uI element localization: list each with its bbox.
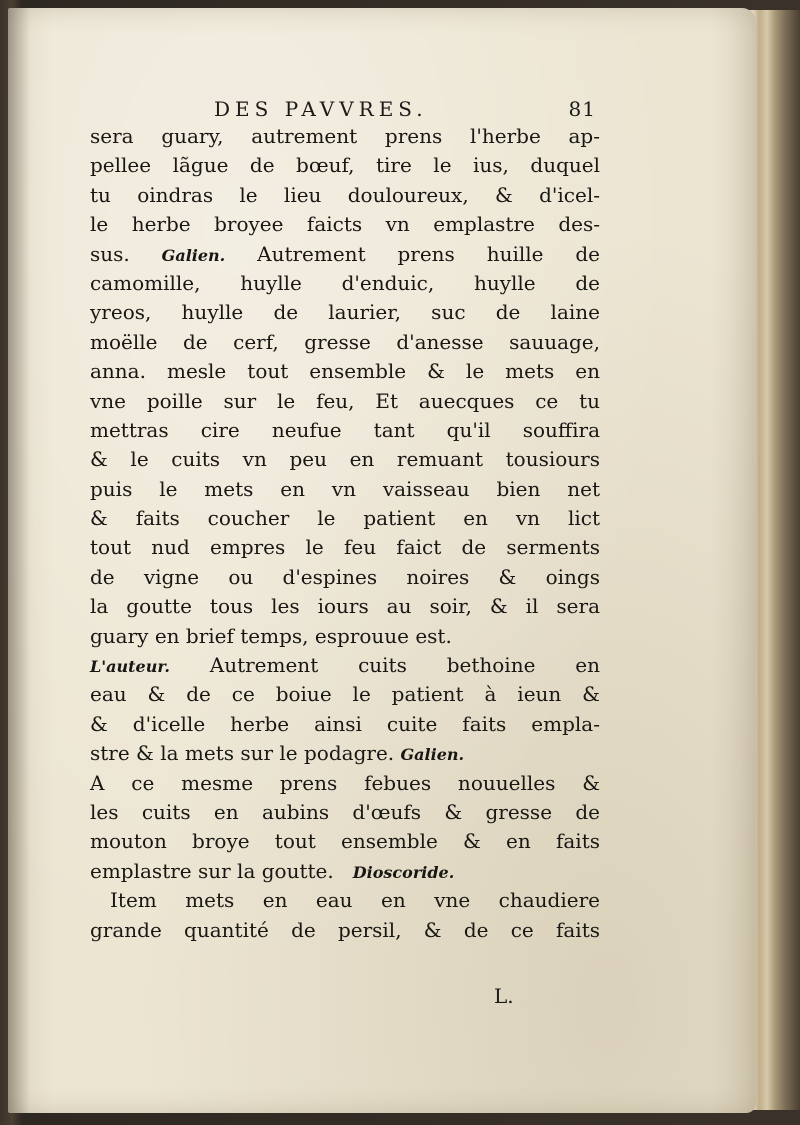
text-line: vne poille sur le feu, Et auecques ce tu [90, 388, 600, 413]
text-line: la goutte tous les iours au soir, & il sera [90, 594, 600, 619]
text-line: tout nud empres le feu faict de serments [90, 535, 600, 560]
text-line: & le cuits vn peu en remuant tousiours [90, 447, 600, 472]
text-fragment: stre & la mets sur le podagre. [90, 741, 395, 766]
text-line: mouton broye tout ensemble & en faits [90, 829, 600, 854]
text-line: mettras cire neufue tant qu'il souffira [90, 417, 600, 442]
text-fragment: emplastre sur la goutte. [90, 858, 334, 883]
text-line: & faits coucher le patient en vn lict [90, 506, 600, 531]
page-header [90, 97, 596, 123]
signature-mark: L. [494, 984, 514, 1008]
text-line: sera guary, autrement prens l'herbe ap- [90, 124, 600, 148]
text-line: anna. mesle tout ensemble & le mets en [90, 359, 600, 384]
text-line: guary en brief temps, esprouue est. [90, 623, 452, 648]
text-line: moëlle de cerf, gresse d'anesse sauuage, [90, 329, 600, 354]
text-fragment: Autrement cuits bethoine en [209, 653, 600, 678]
text-line [90, 739, 600, 768]
text-line: & d'icelle herbe ainsi cuite faits empla- [90, 711, 600, 736]
body-text [90, 122, 600, 945]
text-line [90, 240, 600, 269]
text-line: camomille, huylle d'enduic, huylle de [90, 270, 600, 295]
text-line: le herbe broyee faicts vn emplastre des- [90, 212, 600, 237]
citation-dioscoride: Dioscoride. [352, 862, 455, 882]
text-line: eau & de ce boiue le patient à ieun & [90, 682, 600, 707]
running-title: DES PAVVRES. [214, 97, 428, 121]
text-line: les cuits en aubins d'œufs & gresse de [90, 799, 600, 824]
text-line: tu oindras le lieu douloureux, & d'icel- [90, 182, 600, 207]
gutter-shadow [8, 8, 30, 1113]
text-line: grande quantité de persil, & de ce faits [90, 917, 600, 942]
text-line: Item mets en eau en vne chaudiere [110, 888, 600, 913]
text-line [90, 857, 600, 886]
citation-lauteur: L'auteur. [90, 657, 170, 677]
citation-galien: Galien. [400, 745, 465, 765]
text-fragment: Autrement prens huille de [257, 241, 601, 266]
text-fragment: sus. [90, 241, 130, 266]
text-line: de vigne ou d'espines noires & oings [90, 564, 600, 589]
text-line: yreos, huylle de laurier, suc de laine [90, 300, 600, 325]
text-line [90, 651, 600, 680]
page-number: 81 [568, 97, 596, 121]
text-line: puis le mets en vn vaisseau bien net [90, 476, 600, 501]
text-line: pellee lãgue de bœuf, tire le ius, duquel [90, 153, 600, 178]
text-line: A ce mesme prens febues nouuelles & [90, 770, 600, 795]
citation-galien: Galien. [161, 245, 226, 265]
